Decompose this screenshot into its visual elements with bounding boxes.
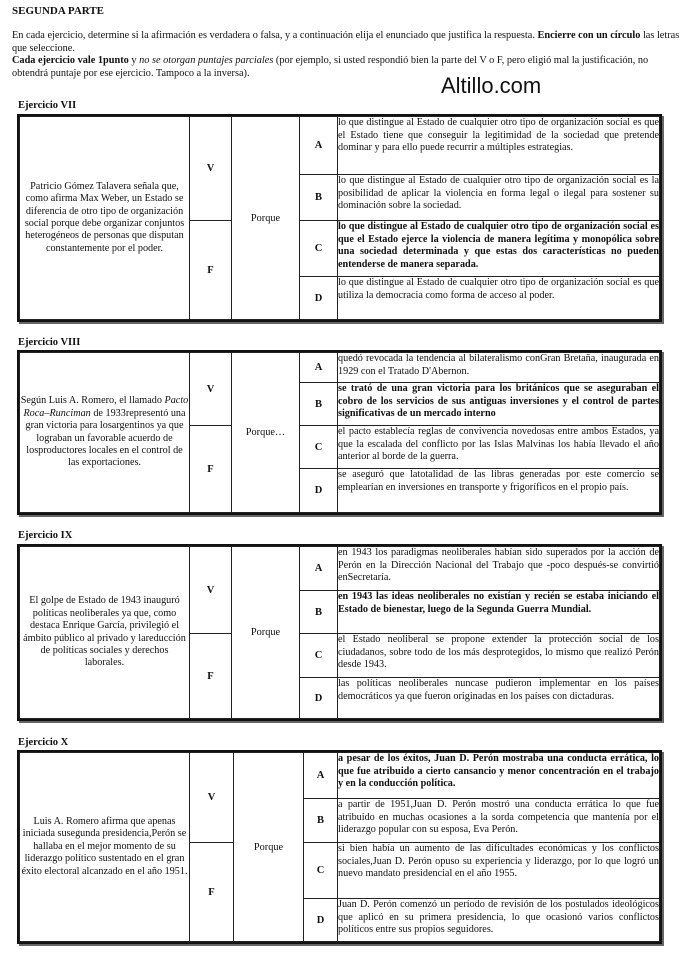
exercise-8-letter-d[interactable]: D (300, 469, 338, 513)
exercise-10-false-option[interactable]: F (190, 843, 234, 942)
exercise-8-letter-b[interactable]: B (300, 383, 338, 426)
instructions-emphasis-2: Cada ejercicio vale 1punto (12, 55, 129, 67)
exercise-8-statement-pact: Pacto Roca–Runciman (23, 395, 189, 419)
exercise-7-option-b: lo que distingue al Estado de cualquier otro tipo de organización social es la posibilidad de aplicar la violencia en forma legal o ilegal para sostener su dominación sobre la sociedad. (338, 175, 660, 221)
exercise-9-statement: El golpe de Estado de 1943 inauguró políticas neoliberales ya que, como destaca Enrique García, privilegió el ámbito público al privado y lareducción de políticas sociales y derechos laborales. (20, 547, 190, 719)
exercise-10-letter-d[interactable]: D (304, 899, 338, 942)
exercise-7-false-option[interactable]: F (190, 221, 232, 320)
exercise-9-option-a: en 1943 los paradigmas neoliberales habían sido superados por la acción de Perón en la Dirección Nacional del Trabajo que -poco después-se convirtió enSecretaría. (338, 547, 660, 591)
exercise-10-title: Ejercicio X (18, 737, 69, 748)
exercise-10-letter-b[interactable]: B (304, 799, 338, 843)
exercise-9-letter-d[interactable]: D (300, 678, 338, 719)
exercise-9-porque: Porque (232, 547, 300, 719)
exercise-8-box (17, 350, 662, 515)
exercise-9-option-d: las políticas neoliberales nuncase pudieron implementar en los países democráticos ya que fueron originadas en los países con dictaduras. (338, 678, 660, 719)
exercise-7-option-d: lo que distingue al Estado de cualquier otro tipo de organización social es que utiliza la democracia como forma de acceso al poder. (338, 277, 660, 320)
exercise-10-box (17, 750, 662, 944)
exercise-9-box (17, 544, 662, 721)
page-title: SEGUNDA PARTE (12, 5, 105, 17)
instructions (12, 30, 684, 80)
exercise-8-option-a: quedó revocada la tendencia al bilateralismo conGran Bretaña, inaugurada en 1929 con el Tratado D'Abernon. (338, 353, 660, 383)
exercise-9-option-b: en 1943 las ideas neoliberales no existían y recién se estaba iniciando el Estado de bienestar, luego de la Segunda Guerra Mundial. (338, 591, 660, 634)
exercise-8-letter-c[interactable]: C (300, 426, 338, 469)
exercise-10-porque: Porque (234, 753, 304, 942)
exercise-8-false-option[interactable]: F (190, 426, 232, 513)
instructions-text-3: y (131, 55, 137, 67)
instructions-text-1: En cada ejercicio, determine si la afirmación es verdadera o falsa, y a continuación elija el enunciado que justifica la respuesta. (12, 30, 535, 41)
exercise-8-table (19, 352, 660, 513)
exercise-9-letter-a[interactable]: A (300, 547, 338, 591)
exercise-9-letter-b[interactable]: B (300, 591, 338, 634)
instructions-text-2: las letras que seleccione. (12, 30, 680, 54)
exercise-9-option-c: el Estado neoliberal se propone extender la protección social de los ciudadanos, sobre todo de los más desprotegidos, lo mismo que realizó Perón desde 1943. (338, 634, 660, 678)
exercise-7-box (17, 114, 662, 322)
exercise-9-table (19, 546, 660, 719)
exercise-8-title: Ejercicio VIII (18, 337, 81, 348)
exercise-10-table (19, 752, 660, 942)
exercise-7-table (19, 116, 660, 320)
exercise-7-option-c: lo que distingue al Estado de cualquier otro tipo de organización social es que el Estado ejerce la violencia de manera legítima y monopólica sobre una sociedad determinada y que estas dos características no pueden entenderse de manera separada. (338, 221, 660, 277)
exercise-10-statement: Luis A. Romero afirma que apenas iniciada susegunda presidencia,Perón se hallaba en el mejor momento de su liderazgo político sustentado en el gran éxito electoral alcanzado en el año 1951. (20, 753, 190, 942)
instructions-text-4: (por ejemplo, si usted respondió bien la parte del V o F, pero eligió mal la justificación, no obtendrá puntaje por ese ejercicio. Tampoco a la inversa). (12, 55, 649, 79)
exercise-8-option-c: el pacto establecía reglas de convivencia novedosas entre ambos Estados, ya que la escalada del conflicto por las Islas Malvinas los había llevado el año anterior al borde de la guerra. (338, 426, 660, 469)
exercise-9-title: Ejercicio IX (18, 530, 73, 541)
exercise-7-true-option[interactable]: V (190, 117, 232, 221)
exercise-10-option-c: si bien había un aumento de las dificultades económicas y los conflictos sociales,Juan D. Perón opuso su experiencia y liderazgo, por lo que logró un nuevo mandato presidencial en el año 1955. (338, 843, 660, 899)
instructions-italic: no se otorgan puntajes parciales (139, 55, 274, 67)
exercise-10-true-option[interactable]: V (190, 753, 234, 843)
exercise-7-statement: Patricio Gómez Talavera señala que, como afirma Max Weber, un Estado se diferencia de otro tipo de organización social porque debe organizar conjuntos heterogéneos de personas que disputan constantemente por el poder. (20, 117, 190, 320)
exercise-7-letter-c[interactable]: C (300, 221, 338, 277)
instructions-emphasis-1: Encierre con un círculo (537, 30, 641, 41)
altillo-logo: Altillo.com (441, 73, 542, 98)
exercise-8-statement-part-2: de 1933representó una gran victoria para losargentinos ya que lograban un favorable acuerdo de losproductores locales en el control de las exportaciones. (25, 407, 186, 469)
exercise-8-option-d: se aseguró que latotalidad de las libras generadas por este comercio se emplearían en inversiones en transporte y frigoríficos en el propio país. (338, 469, 660, 513)
exercise-10-option-a: a pesar de los éxitos, Juan D. Perón mostraba una conducta errática, lo que fue atribuido a cierto cansancio y menor concentración en el trabajo y en la conducción política. (338, 753, 660, 799)
exercise-7-porque: Porque (232, 117, 300, 320)
exercise-7-option-a: lo que distingue al Estado de cualquier otro tipo de organización social es que el Estado tiene que conseguir la legitimidad de la sociedad que pretende dominar y para ello puede recurrir a múltiples estrategias. (338, 117, 660, 175)
exercise-10-letter-a[interactable]: A (304, 753, 338, 799)
exercise-7-letter-d[interactable]: D (300, 277, 338, 320)
exercise-7-title: Ejercicio VII (18, 100, 77, 111)
exercise-8-porque: Porque… (232, 353, 300, 513)
exercise-10-option-d: Juan D. Perón comenzó un período de revisión de los postulados ideológicos que aplicó en su primera presidencia, lo que ocasionó varios conflictos políticos entre sus propios seguidores. (338, 899, 660, 942)
exercise-10-option-b: a partir de 1951,Juan D. Perón mostró una conducta errática lo que fue atribuido en muchas ocasiones a la sorda competencia que mantenía por el liderazgo popular con su esposa, Eva Perón. (338, 799, 660, 843)
exercise-8-option-b: se trató de una gran victoria para los británicos que se aseguraban el cobro de los servicios de sus antiguas inversiones y el control de partes significativas de un mercado interno (338, 383, 660, 426)
exercise-7-letter-b[interactable]: B (300, 175, 338, 221)
exercise-8-statement-part-1: Según Luis A. Romero, el llamado (20, 395, 162, 407)
exercise-9-false-option[interactable]: F (190, 634, 232, 719)
exercise-10-letter-c[interactable]: C (304, 843, 338, 899)
exercise-9-letter-c[interactable]: C (300, 634, 338, 678)
exercise-8-true-option[interactable]: V (190, 353, 232, 426)
exercise-9-true-option[interactable]: V (190, 547, 232, 634)
exercise-8-statement (20, 353, 190, 513)
exercise-7-letter-a[interactable]: A (300, 117, 338, 175)
exercise-8-letter-a[interactable]: A (300, 353, 338, 383)
